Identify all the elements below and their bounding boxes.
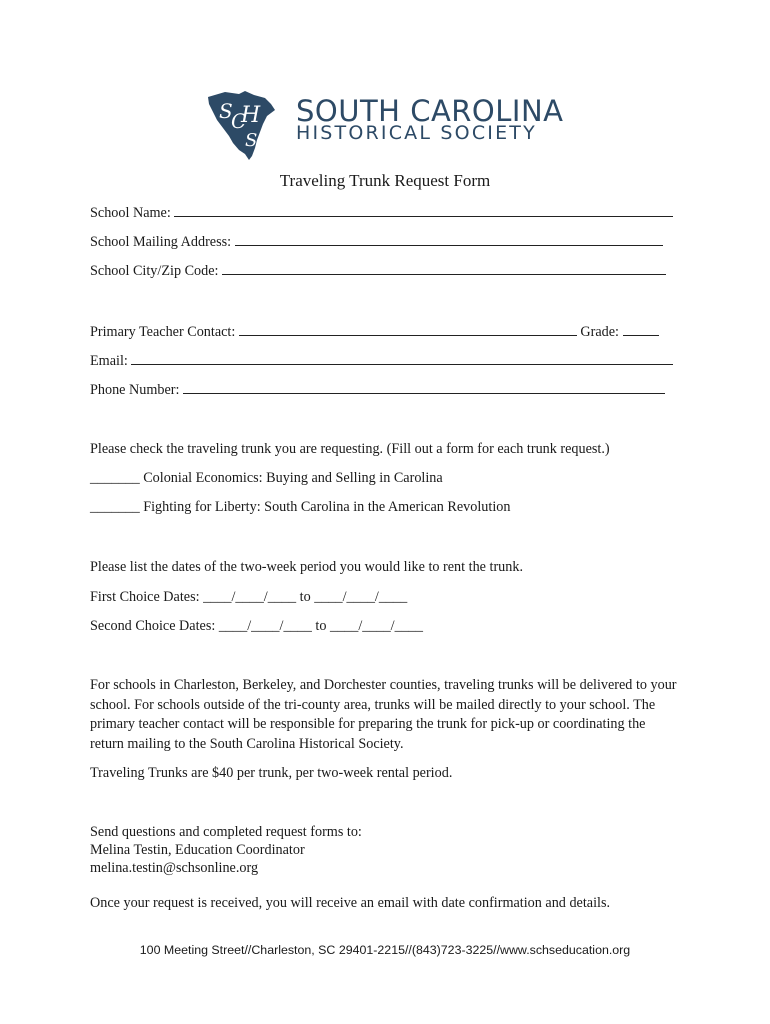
city-zip-field[interactable]	[222, 261, 666, 275]
south-carolina-map-icon	[205, 88, 285, 162]
trunk-instruction: Please check the traveling trunk you are requesting. (Fill out a form for each trunk request.)	[90, 441, 610, 457]
contact-name: Melina Testin, Education Coordinator	[90, 842, 305, 858]
grade-field[interactable]	[623, 322, 659, 336]
email-row	[90, 351, 673, 370]
second-choice-dates[interactable]: Second Choice Dates: ____/____/____ to ____/____/____	[90, 618, 423, 634]
confirmation-text: Once your request is received, you will receive an email with date confirmation and details.	[90, 895, 611, 911]
svg-text:C: C	[231, 109, 247, 133]
grade-label: Grade:	[580, 324, 619, 340]
phone-label: Phone Number:	[90, 382, 180, 398]
svg-text:H: H	[241, 103, 261, 128]
teacher-row	[90, 322, 659, 341]
trunk-label: Fighting for Liberty: South Carolina in the American Revolution	[143, 499, 511, 515]
svg-text:S: S	[219, 99, 233, 123]
form-title: Traveling Trunk Request Form	[279, 171, 491, 190]
school-name-label: School Name:	[90, 205, 171, 221]
city-zip-label: School City/Zip Code:	[90, 263, 219, 279]
contact-intro: Send questions and completed request forms to:	[90, 824, 362, 840]
dates-instruction: Please list the dates of the two-week period you would like to rent the trunk.	[90, 559, 524, 575]
trunk-option[interactable]	[90, 498, 510, 516]
mailing-address-label: School Mailing Address:	[90, 234, 232, 250]
trunk-option[interactable]	[90, 469, 443, 487]
trunk-check-blank[interactable]: _______	[90, 470, 140, 486]
email-field[interactable]	[131, 351, 673, 365]
delivery-paragraph: For schools in Charleston, Berkeley, and Dorchester counties, traveling trunks will be delivered to your school. For schools outside of the tri-county area, trunks will be mailed directly to your school. The primary teacher contact will be responsible for preparing the trunk for pick-up or coordinating the return mailing to the South Carolina Historical Society.	[90, 677, 677, 752]
school-name-field[interactable]	[174, 203, 673, 217]
school-name-row	[90, 203, 673, 222]
phone-row	[90, 380, 665, 399]
contact-email[interactable]: melina.testin@schsonline.org	[90, 860, 259, 876]
email-label: Email:	[90, 353, 128, 369]
price-text: Traveling Trunks are $40 per trunk, per two-week rental period.	[90, 765, 453, 781]
trunk-check-blank[interactable]: _______	[90, 499, 140, 515]
mailing-address-row	[90, 232, 663, 251]
mailing-address-field[interactable]	[235, 232, 663, 246]
phone-field[interactable]	[183, 380, 665, 394]
trunk-label: Colonial Economics: Buying and Selling in Carolina	[143, 470, 443, 486]
teacher-label: Primary Teacher Contact:	[90, 324, 236, 340]
city-zip-row	[90, 261, 666, 280]
first-choice-dates[interactable]: First Choice Dates: ____/____/____ to ____/____/____	[90, 589, 408, 605]
schs-logo	[205, 88, 567, 162]
logo-title: SOUTH CAROLINA	[296, 94, 564, 128]
teacher-field[interactable]	[239, 322, 577, 336]
footer-address: 100 Meeting Street//Charleston, SC 29401-2215//(843)723-3225//www.schseducation.org	[139, 943, 631, 957]
logo-subtitle: HISTORICAL SOCIETY	[296, 122, 537, 144]
svg-text:S: S	[245, 130, 258, 151]
